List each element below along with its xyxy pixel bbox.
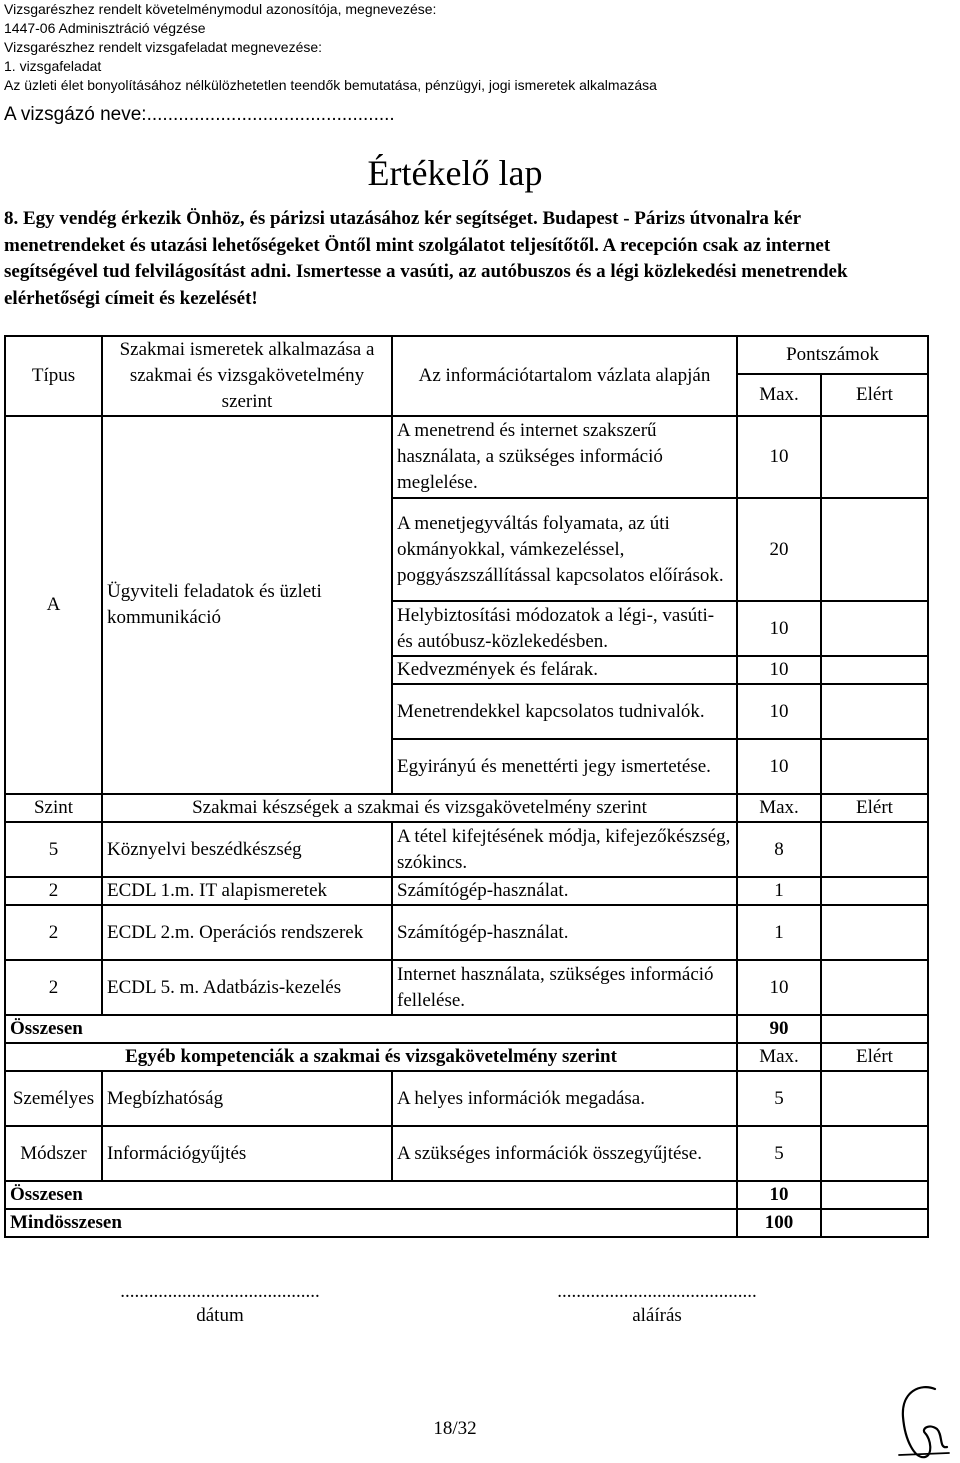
skills-max-header: Max. xyxy=(737,794,821,822)
page-number: 18/32 xyxy=(433,1418,477,1439)
skill-name: ECDL 2.m. Operációs rendszerek xyxy=(102,905,392,960)
skill-criterion: Számítógép-használat. xyxy=(392,877,737,905)
criterion-max: 10 xyxy=(737,601,821,656)
subtotal-achieved[interactable] xyxy=(821,1015,928,1043)
criterion-max: 10 xyxy=(737,656,821,684)
skill-level: 5 xyxy=(5,822,102,877)
subtotal-label: Összesen xyxy=(5,1015,737,1043)
skill-max: 8 xyxy=(737,822,821,877)
skill-max: 1 xyxy=(737,905,821,960)
signature-dots: .......................................... xyxy=(557,1281,757,1302)
page-title: Értékelő lap xyxy=(367,153,543,193)
subtotal-achieved[interactable] xyxy=(821,1181,928,1209)
header-line-2: 1447-06 Adminisztráció végzése xyxy=(4,20,206,36)
subtotal-label: Összesen xyxy=(5,1181,737,1209)
examinee-name-line: A vizsgázó neve:............................................... xyxy=(4,104,395,125)
criterion-text: Menetrendekkel kapcsolatos tudnivalók. xyxy=(392,684,737,739)
skills-section-title: Szakmai készségek a szakmai és vizsgakövetelmény szerint xyxy=(102,794,737,822)
competence-area: Ügyviteli feladatok és üzleti kommunikáció xyxy=(102,416,392,794)
criterion-achieved[interactable] xyxy=(821,416,928,498)
competence-type: Személyes xyxy=(5,1071,102,1126)
competence-max: 5 xyxy=(737,1071,821,1126)
criterion-max: 10 xyxy=(737,416,821,498)
skill-criterion: Számítógép-használat. xyxy=(392,905,737,960)
grand-total-achieved[interactable] xyxy=(821,1209,928,1237)
skill-achieved[interactable] xyxy=(821,960,928,1015)
subtotal-value: 90 xyxy=(737,1015,821,1043)
header-line-5: Az üzleti élet bonyolításához nélkülözhetetlen teendők bemutatása, pénzügyi, jogi ismeretek alkalmazása xyxy=(4,77,657,93)
header-line-1: Vizsgarészhez rendelt követelménymodul azonosítója, megnevezése: xyxy=(4,1,437,17)
subtotal-value: 10 xyxy=(737,1181,821,1209)
date-label: dátum xyxy=(196,1305,244,1326)
competence-achieved[interactable] xyxy=(821,1071,928,1126)
skills-achieved-header: Elért xyxy=(821,794,928,822)
criterion-text: Egyirányú és menettérti jegy ismertetése. xyxy=(392,739,737,794)
competence-criterion: A helyes információk megadása. xyxy=(392,1071,737,1126)
skill-achieved[interactable] xyxy=(821,877,928,905)
skill-name: ECDL 5. m. Adatbázis-kezelés xyxy=(102,960,392,1015)
signature-field xyxy=(517,1280,797,1328)
task-description: 8. Egy vendég érkezik Önhöz, és párizsi utazásához kér segítséget. Budapest - Párizs útvonalra kér menetrendeket és utazási lehetőségeket Öntől mint szolgálatot teljesítőtől. A recepción csak az internet segítségével tud felvilágosítást adni. Ismertesse a vasúti, az autóbuszos és a légi közlekedési menetrendek elérhetőségi címeit és kezelését! xyxy=(4,208,848,309)
competence-max: 5 xyxy=(737,1126,821,1181)
criterion-max: 10 xyxy=(737,739,821,794)
criterion-text: A menetrend és internet szakszerű használata, a szükséges információ meglelése. xyxy=(392,416,737,498)
header-points: Pontszámok xyxy=(737,336,928,374)
criterion-achieved[interactable] xyxy=(821,601,928,656)
type-a: A xyxy=(5,416,102,794)
document-header xyxy=(4,0,657,95)
skill-name: ECDL 1.m. IT alapismeretek xyxy=(102,877,392,905)
skill-criterion: A tétel kifejtésének módja, kifejezőkészség, szókincs. xyxy=(392,822,737,877)
criterion-achieved[interactable] xyxy=(821,739,928,794)
criterion-text: Helybiztosítási módozatok a légi-, vasúti- és autóbusz-közlekedésben. xyxy=(392,601,737,656)
grand-total-value: 100 xyxy=(737,1209,821,1237)
skill-max: 1 xyxy=(737,877,821,905)
competence-criterion: A szükséges információk összegyűjtése. xyxy=(392,1126,737,1181)
skill-level: 2 xyxy=(5,960,102,1015)
other-competences-title: Egyéb kompetenciák a szakmai és vizsgakövetelmény szerint xyxy=(5,1043,737,1071)
criterion-text: A menetjegyváltás folyamata, az úti okmányokkal, vámkezeléssel, poggyászszállítással kapcsolatos előírások. xyxy=(392,498,737,601)
criterion-achieved[interactable] xyxy=(821,684,928,739)
other-achieved-header: Elért xyxy=(821,1043,928,1071)
competence-skill: Megbízhatóság xyxy=(102,1071,392,1126)
competence-achieved[interactable] xyxy=(821,1126,928,1181)
header-line-3: Vizsgarészhez rendelt vizsgafeladat megnevezése: xyxy=(4,39,323,55)
criterion-max: 10 xyxy=(737,684,821,739)
competence-skill: Információgyűjtés xyxy=(102,1126,392,1181)
criterion-achieved[interactable] xyxy=(821,656,928,684)
skill-criterion: Internet használata, szükséges információ fellelése. xyxy=(392,960,737,1015)
skills-level-header: Szint xyxy=(5,794,102,822)
criterion-max: 20 xyxy=(737,498,821,601)
skill-level: 2 xyxy=(5,877,102,905)
other-max-header: Max. xyxy=(737,1043,821,1071)
date-dots: .......................................... xyxy=(120,1281,320,1302)
header-achieved: Elért xyxy=(821,374,928,416)
header-knowledge: Szakmai ismeretek alkalmazása a szakmai és vizsgakövetelmény szerint xyxy=(102,336,392,416)
grand-total-label: Mindösszesen xyxy=(5,1209,737,1237)
header-max: Max. xyxy=(737,374,821,416)
criterion-text: Kedvezmények és felárak. xyxy=(392,656,737,684)
skill-level: 2 xyxy=(5,905,102,960)
skill-name: Köznyelvi beszédkészség xyxy=(102,822,392,877)
skill-max: 10 xyxy=(737,960,821,1015)
competence-type: Módszer xyxy=(5,1126,102,1181)
header-outline: Az információtartalom vázlata alapján xyxy=(392,336,737,416)
skill-achieved[interactable] xyxy=(821,905,928,960)
header-line-4: 1. vizsgafeladat xyxy=(4,58,102,74)
criterion-achieved[interactable] xyxy=(821,498,928,601)
signature-label: aláírás xyxy=(632,1305,682,1326)
skill-achieved[interactable] xyxy=(821,822,928,877)
evaluation-table xyxy=(4,335,929,1238)
date-field xyxy=(80,1280,360,1328)
header-type: Típus xyxy=(5,336,102,416)
